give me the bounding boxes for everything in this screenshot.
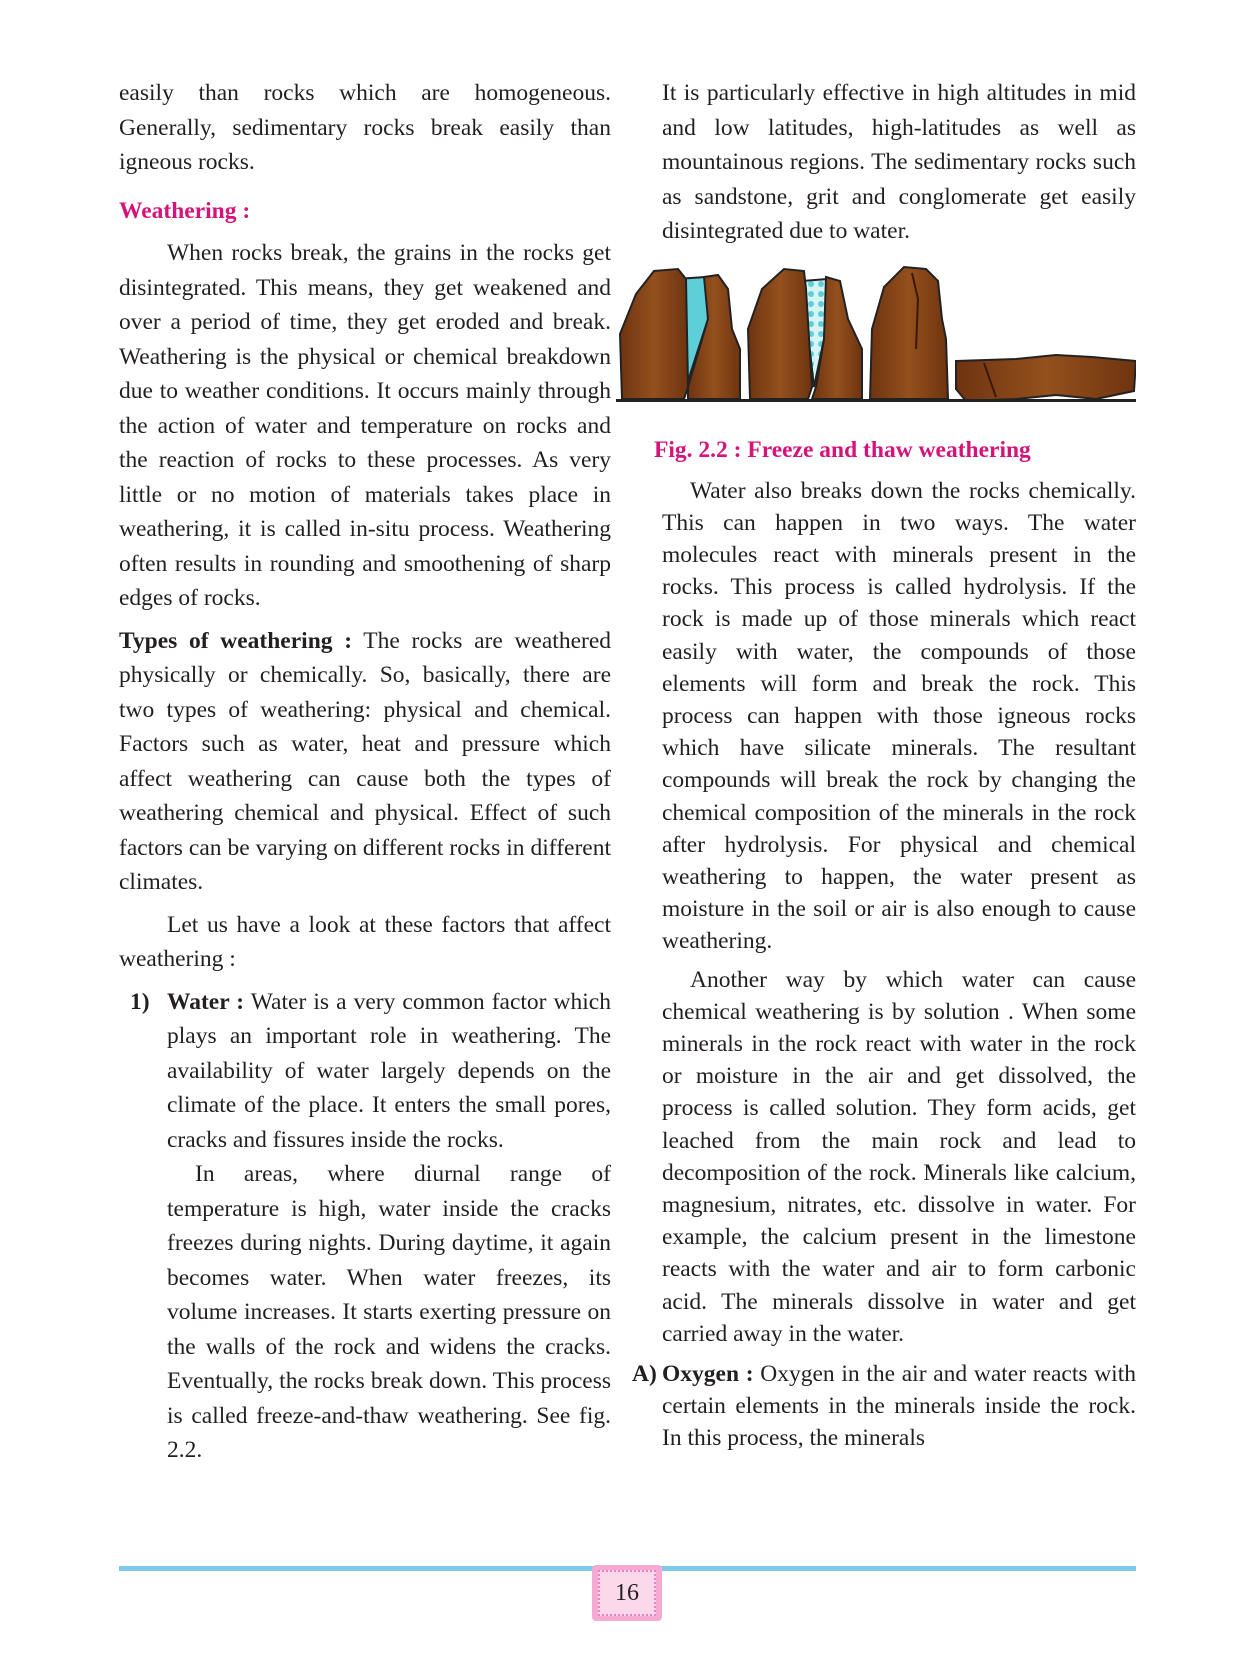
page-number: 16: [598, 1570, 656, 1616]
chemical-paragraph: Water also breaks down the rocks chemically. This can happen in two ways. The water molecules react with minerals present in the rocks. This process is called hydrolysis. If the rock is made up of those minerals which react easily with water, the compounds of those elements will form and break the rock. This process can happen with those igneous rocks which have silicate minerals. The resultant compounds will break the rock by changing the chemical composition of the minerals in the rock after hydrolysis. For physical and chemical weathering to happen, the water present as moisture in the soil or air is also enough to cause weathering.: [662, 477, 1136, 955]
continuation-paragraph: It is particularly effective in high altitudes in mid and low latitudes, high-latitudes as well as mountainous regions. The sedimentary rocks such as sandstone, grit and conglomerate get easily disintegrated due to water.: [662, 80, 1136, 244]
right-column: [632, 76, 1136, 1455]
freeze-thaw-illustration: [616, 259, 1136, 429]
weathering-heading: Weathering :: [119, 197, 251, 224]
list-item-water: [119, 985, 611, 1158]
rock-1-water: [620, 269, 740, 399]
water-label: Water :: [167, 988, 245, 1015]
solution-paragraph: Another way by which water can cause chemical weathering is by solution . When some minerals in the rock react with water in the rock or moisture in the air and get dissolved, the process is called solution. They form acids, get leached from the main rock and lead to decomposition of the rock. Minerals like calcium, magnesium, nitrates, etc. dissolve in water. For example, the calcium present in the limestone reacts with the water and air to form carbonic acid. The minerals dissolve in water and get carried away in the water.: [662, 966, 1136, 1347]
types-label: Types of weathering :: [119, 627, 353, 654]
list-item-oxygen: [632, 1358, 1136, 1455]
types-text: The rocks are weathered physically or chemically. So, basically, there are two types of weathering: physical and chemical. Factors such as water, heat and pressure which affect weathering can cause both the types of weathering chemical and physical. Effect of such factors can be varying on different rocks in different climates.: [119, 627, 612, 895]
list-item-number-a: A): [632, 1360, 657, 1387]
list-item-number: 1): [130, 988, 150, 1015]
figure-caption: Fig. 2.2 : Freeze and thaw weathering: [654, 436, 1031, 463]
freeze-thaw-paragraph: In areas, where diurnal range of temperature is high, water inside the cracks freezes during nights. During daytime, it again becomes water. When water freezes, its volume increases. It starts exerting pressure on the walls of the rock and widens the cracks. Eventually, the rocks break down. This process is called freeze-and-thaw weathering. See fig. 2.2.: [167, 1161, 611, 1463]
intro-paragraph: easily than rocks which are homogeneous. Generally, sedimentary rocks break easily than igneous rocks.: [119, 80, 611, 175]
oxygen-paragraph: [662, 1358, 1136, 1455]
rock-3-split: [870, 267, 948, 399]
freeze-thaw-figure: [616, 259, 1136, 429]
rock-4-fallen: [956, 355, 1136, 401]
weathering-paragraph: When rocks break, the grains in the rocks get disintegrated. This means, they get weakened and over a period of time, they get eroded and break. Weathering is the physical or chemical breakdown due to weather conditions. It occurs mainly through the action of water and temperature on rocks and the reaction of rocks to these processes. As very little or no motion of materials takes place in weathering, it is called in-situ process. Weathering often results in rounding and smoothening of sharp edges of rocks.: [119, 240, 611, 611]
page-number-badge: [592, 1565, 662, 1621]
oxygen-label: Oxygen :: [662, 1360, 754, 1387]
water-paragraph: [167, 985, 611, 1158]
types-paragraph: [119, 624, 611, 900]
water-text: Water is a very common factor which plays an important role in weathering. The availability of water largely depends on the climate of the place. It enters the small pores, cracks and fissures inside the rocks.: [167, 988, 611, 1153]
left-column: [119, 76, 611, 1468]
oxygen-text: Oxygen in the air and water reacts with certain elements in the minerals inside the rock. In this process, the minerals: [662, 1360, 1136, 1452]
letus-paragraph: Let us have a look at these factors that affect weathering :: [119, 911, 611, 972]
rock-2-ice: [748, 269, 862, 399]
